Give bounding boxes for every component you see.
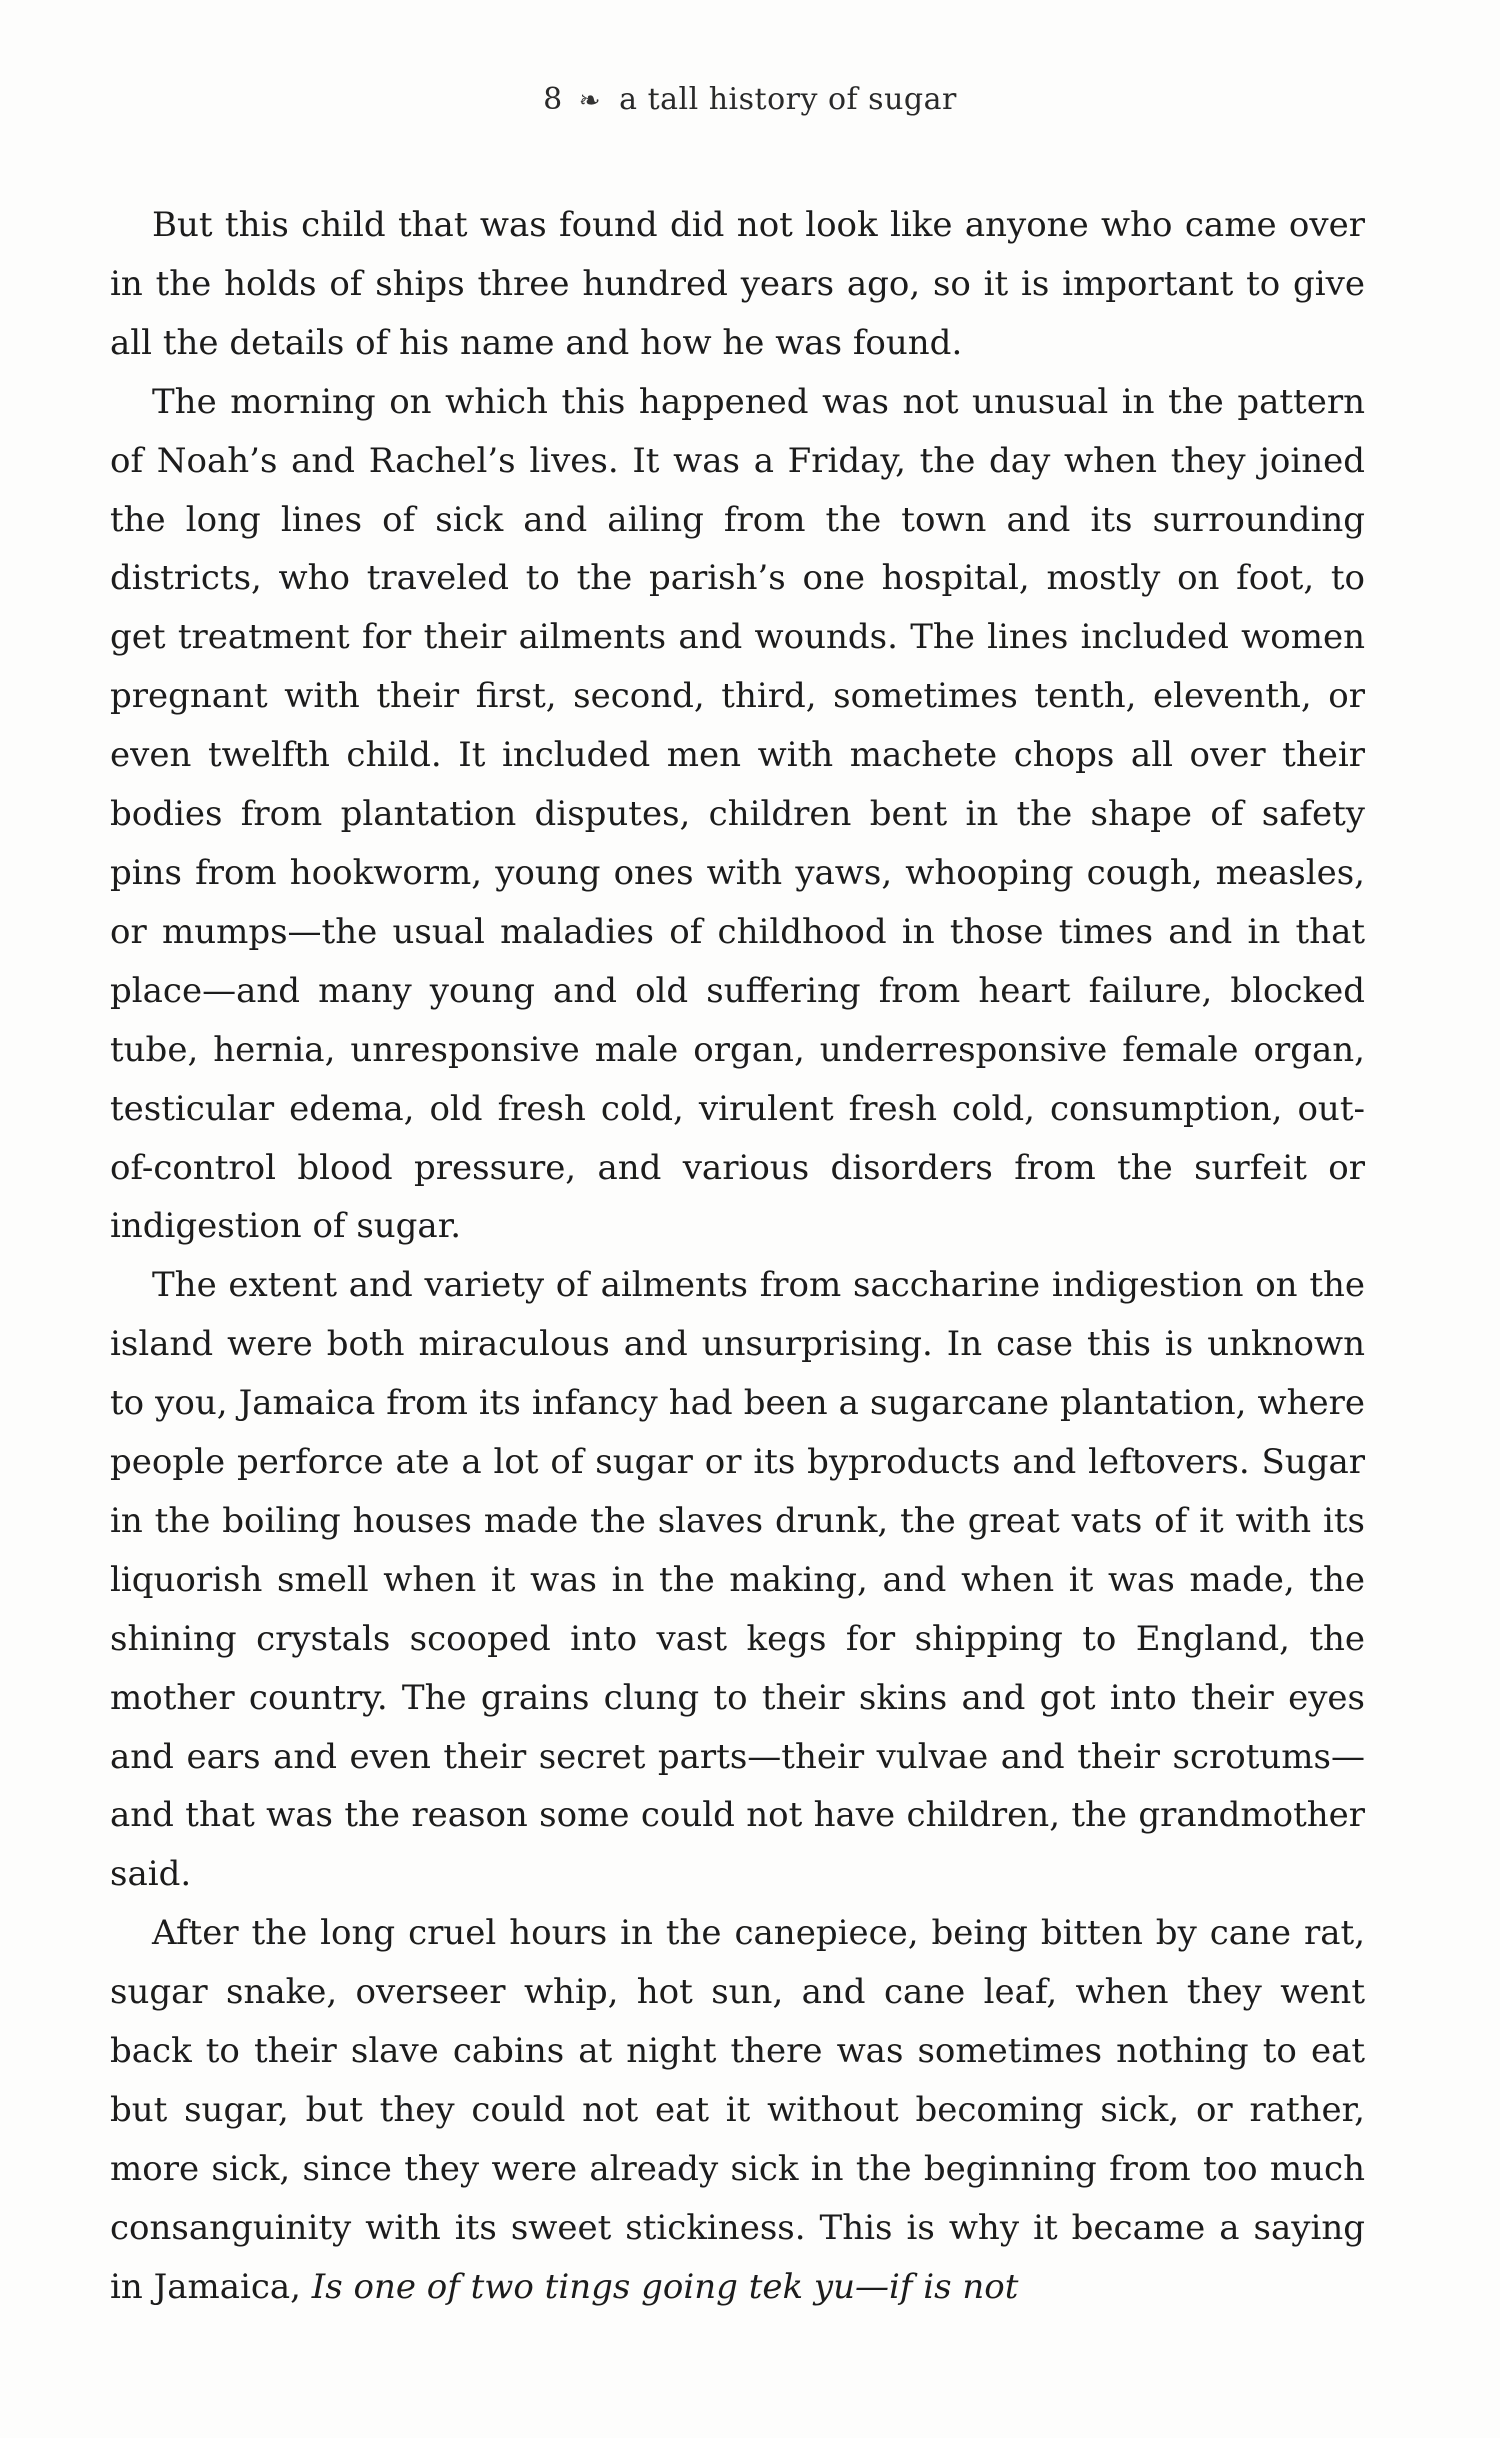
paragraph-text: But this child that was found did not look like anyone who came over in the holds of ships three hundred years ago, so it is important to give all the details of his name and how he was found. (110, 205, 1365, 363)
paragraph (110, 196, 1365, 373)
page-number: 8 (543, 82, 563, 117)
fleuron-icon: ❧ (578, 86, 602, 116)
paragraph-text: The morning on which this happened was not unusual in the pattern of Noah’s and Rachel’s lives. It was a Friday, the day when they joined the long lines of sick and ailing from the town and its surrounding districts, who traveled to the parish’s one hospital, mostly on foot, to get treatment for their ailments and wounds. The lines included women pregnant with their first, second, third, sometimes tenth, eleventh, or even twelfth child. It included men with machete chops all over their bodies from plantation disputes, children bent in the shape of safety pins from hookworm, young ones with yaws, whooping cough, measles, or mumps—the usual maladies of childhood in those times and in that place—and many young and old suffering from heart failure, blocked tube, hernia, unresponsive male organ, underresponsive female organ, testicular edema, old fresh cold, virulent fresh cold, consumption, out-of-control blood pressure, and various disorders from the surfeit or indigestion of sugar. (110, 381, 1365, 1247)
paragraph (110, 373, 1365, 1257)
paragraph (110, 1256, 1365, 1904)
italic-phrase: Is one of two tings going tek yu—if is not (311, 2266, 1019, 2307)
paragraph (110, 1904, 1365, 2316)
body-text (110, 196, 1365, 2317)
paragraph-text: After the long cruel hours in the canepiece, being bitten by cane rat, sugar snake, overseer whip, hot sun, and cane leaf, when they went back to their slave cabins at night there was sometimes nothing to eat but sugar, but they could not eat it without becoming sick, or rather, more sick, since they were already sick in the beginning from too much consanguinity with its sweet stickiness. This is why it became a saying in Jamaica, (110, 1913, 1365, 2307)
running-head (0, 82, 1500, 117)
paragraph-text: The extent and variety of ailments from saccharine indigestion on the island were both miraculous and unsurprising. In case this is unknown to you, Jamaica from its infancy had been a sugarcane plantation, where people perforce ate a lot of sugar or its byproducts and leftovers. Sugar in the boiling houses made the slaves drunk, the great vats of it with its liquorish smell when it was in the making, and when it was made, the shining crystals scooped into vast kegs for shipping to England, the mother country. The grains clung to their skins and got into their eyes and ears and even their secret parts—their vulvae and their scrotums—and that was the reason some could not have children, the grandmother said. (110, 1265, 1365, 1895)
running-head-title: a tall history of sugar (619, 82, 957, 117)
